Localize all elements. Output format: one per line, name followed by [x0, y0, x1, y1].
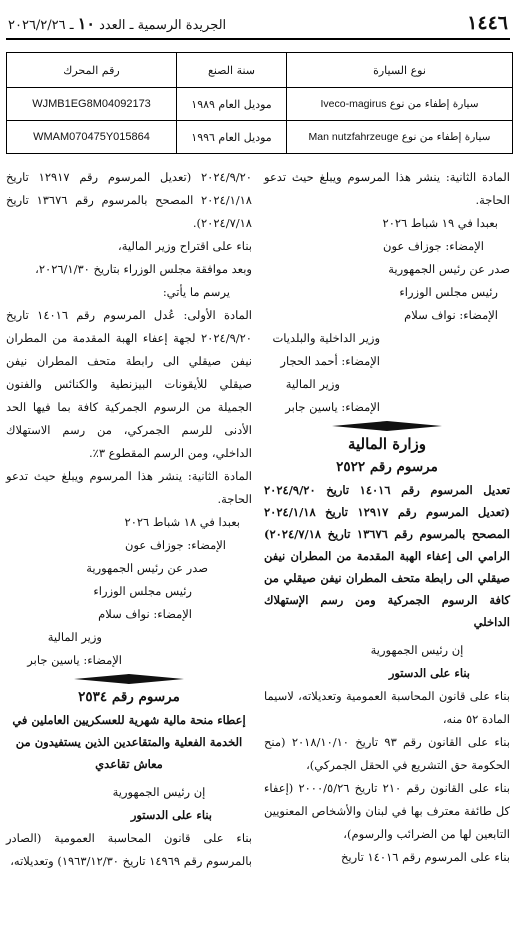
- pm-title: رئيس مجلس الوزراء: [93, 584, 192, 598]
- date-line: بعبدا في ١٩ شباط ٢٠٢٦: [382, 216, 498, 230]
- finance-minister-title: وزير المالية: [285, 377, 340, 391]
- vehicle-type-prefix: سيارة إطفاء من نوع: [401, 131, 491, 143]
- proposal: بناء على اقتراح وزير المالية،: [118, 239, 252, 253]
- decree-number: مرسوم رقم ٢٥٣٤: [78, 689, 180, 705]
- decree-subject: إعطاء منحة مالية شهرية للعسكريين العاملين في الخدمة الفعلية والمتقاعدين الذين يستفيدون من معاش تقاعدي: [12, 713, 246, 771]
- president-signature: الإمضاء: جوزاف عون: [125, 538, 226, 552]
- constitution-basis: بناء على الدستور: [130, 808, 212, 822]
- issue-number: ١٠: [77, 13, 95, 33]
- right-column: [264, 166, 510, 869]
- header-rule: [6, 38, 510, 40]
- article-1: المادة الأولى: عُدل المرسوم رقم ١٤٠١٦ تاريخ ٢٠٢٤/٩/٢٠ لجهة إعفاء الهبة المقدمة من المطران نيفن صيقلي الى رابطة متحف المطران نيفن صيقلي للأيقونات البيزنطية والكنائس والفنون الجميلة من الرسوم الجمركية كافة بما فيها الحد الأدنى للرسم الجمركي، من رسم الاستهلاك الداخلي، ومن الرسم المقطوع ٣٪.: [6, 308, 252, 460]
- engine-cell: WMAM070475Y015864: [7, 121, 177, 154]
- decree-number: مرسوم رقم ٢٥٢٢: [336, 459, 438, 475]
- ministry-title: وزارة المالية: [347, 435, 427, 453]
- basis-3: بناء على القانون رقم ٢١٠ تاريخ ٢٠٠٠/٥/٢٦ (إعفاء كل طائفة معترف بها في لبنان والأشخاص المعنويين التابعين لها من الضرائب والرسوم)،: [264, 781, 510, 841]
- vehicle-model: Man nutzfahrzeuge: [308, 131, 399, 143]
- vehicle-type-prefix: سيارة إطفاء من نوع: [389, 98, 479, 110]
- finance-minister-signature: الإمضاء: ياسين جابر: [285, 400, 380, 414]
- vehicle-model: Iveco-magirus: [320, 98, 387, 110]
- article-2: المادة الثانية: ينشر هذا المرسوم ويبلغ حيث تدعو الحاجة.: [264, 170, 510, 207]
- separator-ornament: [6, 672, 252, 686]
- engine-cell: WJMB1EG8M04092173: [7, 88, 177, 121]
- issue-date: ـ ٢٠٢٦/٢/٢٦: [8, 17, 74, 33]
- header-vehicle-type: نوع السيارة: [287, 53, 513, 88]
- header-year: سنة الصنع: [177, 53, 287, 88]
- decree-continuation: ٢٠٢٤/٩/٢٠ (تعديل المرسوم رقم ١٢٩١٧ تاريخ ٢٠٢٤/١/١٨ المصحح بالمرسوم رقم ١٣٦٧٦ تاريخ ٢٠٢٤/٧/١٨).: [6, 170, 252, 230]
- gazette-title: الجريدة الرسمية ـ العدد: [99, 17, 227, 33]
- year-cell: موديل العام ١٩٩٦: [177, 121, 287, 154]
- table-header-row: [7, 53, 513, 88]
- left-column: [6, 166, 252, 873]
- basis-1: بناء على قانون المحاسبة العمومية وتعديلاته، لاسيما المادة ٥٢ منه،: [264, 689, 510, 726]
- cabinet-approval: وبعد موافقة مجلس الوزراء بتاريخ ٢٠٢٦/١/٣٠،: [35, 262, 252, 276]
- year-cell: موديل العام ١٩٨٩: [177, 88, 287, 121]
- vehicle-type-cell: [287, 88, 513, 121]
- basis-1: بناء على قانون المحاسبة العمومية (الصادر بالمرسوم رقم ١٤٩٦٩ تاريخ ١٩٦٣/١٢/٣٠) وتعديلاته،: [6, 831, 252, 868]
- finance-minister-title: وزير المالية: [47, 630, 102, 644]
- pm-title: رئيس مجلس الوزراء: [399, 285, 498, 299]
- gazette-issue-line: [8, 14, 226, 33]
- table-row: [7, 88, 513, 121]
- table-row: [7, 121, 513, 154]
- president-signature: الإمضاء: جوزاف عون: [383, 239, 484, 253]
- page-number: ١٤٤٦: [467, 12, 508, 34]
- page-header: [8, 10, 508, 36]
- header-engine-no: رقم المحرك: [7, 53, 177, 88]
- president-intro: إن رئيس الجمهورية: [370, 643, 464, 657]
- basis-2: بناء على القانون رقم ٩٣ تاريخ ٢٠١٨/١٠/١٠ (منح الحكومة حق التشريع في الحقل الجمركي)،: [264, 735, 510, 772]
- issued-by: صدر عن رئيس الجمهورية: [388, 262, 510, 276]
- vehicle-type-cell: [287, 121, 513, 154]
- separator-ornament: [264, 419, 510, 433]
- interior-minister-title: وزير الداخلية والبلديات: [272, 331, 380, 345]
- article-2: المادة الثانية: ينشر هذا المرسوم ويبلغ حيث تدعو الحاجة.: [6, 469, 252, 506]
- pm-signature: الإمضاء: نواف سلام: [98, 607, 192, 621]
- interior-minister-signature: الإمضاء: أحمد الحجار: [280, 354, 380, 368]
- pm-signature: الإمضاء: نواف سلام: [404, 308, 498, 322]
- basis-4: بناء على المرسوم رقم ١٤٠١٦ تاريخ: [341, 850, 510, 864]
- president-intro: إن رئيس الجمهورية: [112, 785, 206, 799]
- date-line: بعبدا في ١٨ شباط ٢٠٢٦: [124, 515, 240, 529]
- decree-subject: تعديل المرسوم رقم ١٤٠١٦ تاريخ ٢٠٢٤/٩/٢٠ (تعديل المرسوم رقم ١٢٩١٧ تاريخ ٢٠٢٤/١/١٨ المصحح بالمرسوم رقم ١٣٦٧٦ تاريخ ٢٠٢٤/٧/١٨) الرامي الى إعفاء الهبة المقدمة من المطران نيفن صيقلي الى رابطة متحف المطران نيفن صيقلي من كافة الرسوم الجمركية ومن رسم الإستهلاك الداخلي: [264, 483, 510, 629]
- decrees-line: يرسم ما يأتي:: [162, 285, 230, 299]
- vehicles-table: [6, 52, 513, 154]
- issued-by: صدر عن رئيس الجمهورية: [86, 561, 208, 575]
- constitution-basis: بناء على الدستور: [388, 666, 470, 680]
- finance-minister-signature: الإمضاء: ياسين جابر: [27, 653, 122, 667]
